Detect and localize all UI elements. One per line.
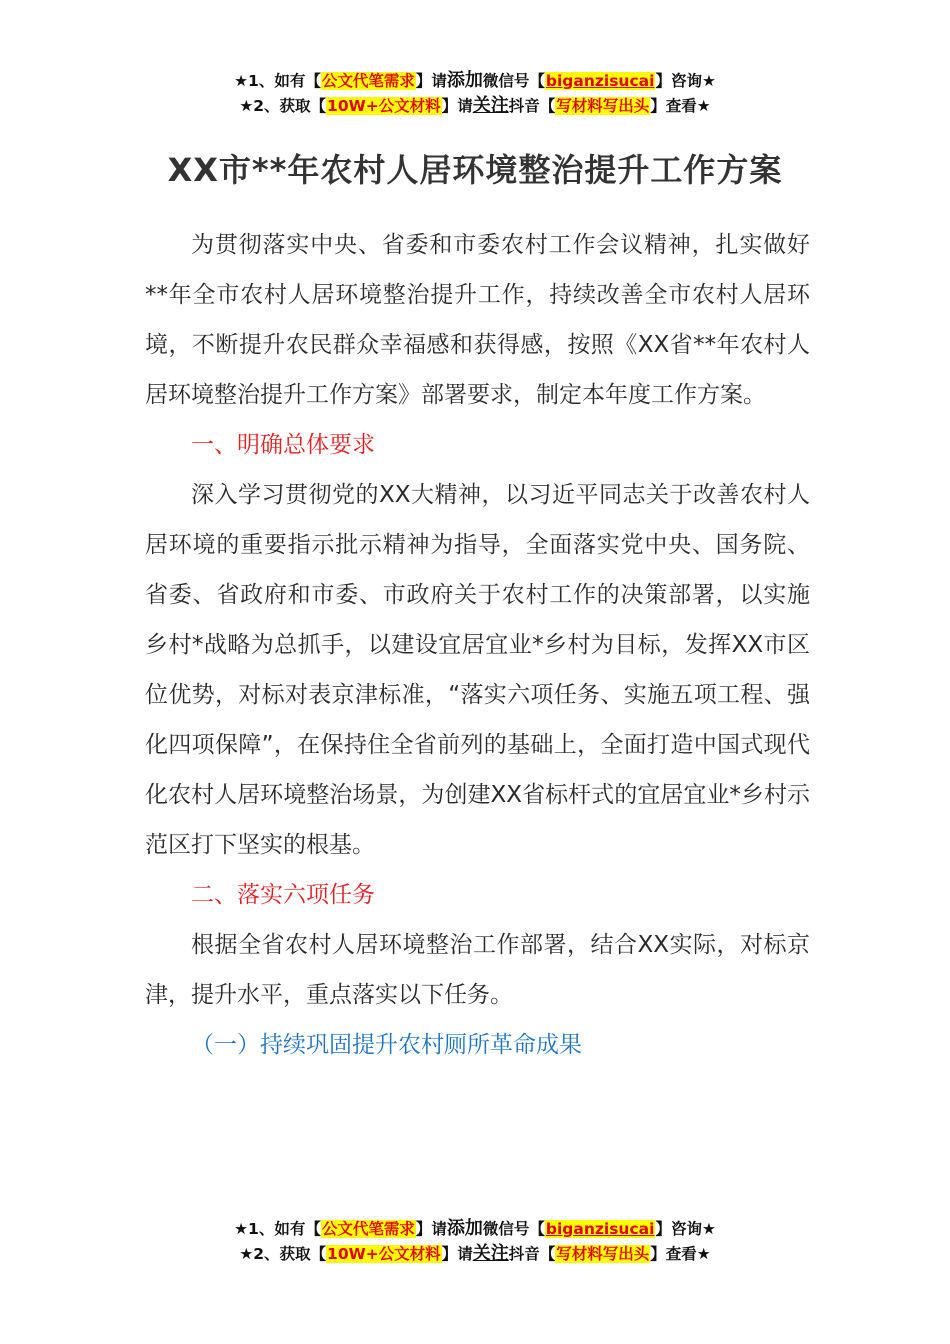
- subsection-1-heading: （一）持续巩固提升农村厕所革命成果: [191, 1032, 582, 1058]
- promo-text: 】咨询★: [655, 72, 716, 90]
- promo-line-1: [0, 68, 950, 93]
- section-1-paragraph: 深入学习贯彻党的XX大精神，以习近平同志关于改善农村人居环境的重要指示批示精神为指导，全面落实党中央、国务院、省委、省政府和市委、市政府关于农村工作的决策部署，以实施乡村*战略为总抓手，以建设宜居宜业*乡村为目标，发挥XX市区位优势，对标对表京津标准，“落实六项任务、实施五项工程、强化四项保障”，在保持住全省前列的基础上，全面打造中国式现代化农村人居环境整治场景，为创建XX省标杆式的宜居宜业*乡村示范区打下坚实的根基。: [145, 482, 810, 858]
- promo-footer: [0, 1216, 950, 1266]
- promo-text: 】查看★: [650, 1245, 711, 1263]
- promo-line-2: [0, 1241, 950, 1266]
- promo-wechat-id: biganzisucai: [545, 1220, 655, 1238]
- promo-text: 抖音【: [508, 1245, 556, 1263]
- promo-text: 抖音【: [508, 97, 556, 115]
- promo-highlight: 公文代笔需求: [321, 1220, 415, 1238]
- promo-highlight: 10W+公文材料: [327, 97, 441, 115]
- section-2-heading: 二、落实六项任务: [191, 882, 375, 908]
- promo-text: 】查看★: [650, 97, 711, 115]
- promo-text: 微信号【: [482, 72, 545, 90]
- promo-emphasis: 关注: [472, 1243, 509, 1264]
- promo-text: ★1、如有【: [234, 1220, 321, 1238]
- promo-emphasis: 关注: [472, 95, 509, 116]
- promo-line-2: [0, 93, 950, 118]
- promo-highlight: 10W+公文材料: [327, 1245, 441, 1263]
- promo-text: ★2、获取【: [239, 1245, 327, 1263]
- promo-text: 】请: [441, 1245, 473, 1263]
- promo-text: 】请: [441, 97, 473, 115]
- promo-highlight: 公文代笔需求: [321, 72, 415, 90]
- promo-text: ★2、获取【: [239, 97, 327, 115]
- section-2-paragraph: 根据全省农村人居环境整治工作部署，结合XX实际，对标京津，提升水平，重点落实以下任务。: [145, 932, 810, 1008]
- promo-douyin-id: 写材料写出头: [556, 97, 650, 115]
- promo-wechat-id: biganzisucai: [545, 72, 655, 90]
- promo-text: 微信号【: [482, 1220, 545, 1238]
- document-title: XX市**年农村人居环境整治提升工作方案: [167, 151, 783, 189]
- promo-emphasis: 添加: [446, 1218, 483, 1239]
- promo-emphasis: 添加: [446, 70, 483, 91]
- promo-header: [0, 68, 950, 118]
- promo-text: 】请: [415, 72, 447, 90]
- promo-text: 】咨询★: [655, 1220, 716, 1238]
- promo-text: 】请: [415, 1220, 447, 1238]
- document-body: [145, 220, 810, 1070]
- intro-paragraph: 为贯彻落实中央、省委和市委农村工作会议精神，扎实做好**年全市农村人居环境整治提升工作，持续改善全市农村人居环境，不断提升农民群众幸福感和获得感，按照《XX省**年农村人居环境整治提升工作方案》部署要求，制定本年度工作方案。: [145, 232, 810, 408]
- promo-text: ★1、如有【: [234, 72, 321, 90]
- section-1-heading: 一、明确总体要求: [191, 432, 375, 458]
- promo-line-1: [0, 1216, 950, 1241]
- promo-douyin-id: 写材料写出头: [556, 1245, 650, 1263]
